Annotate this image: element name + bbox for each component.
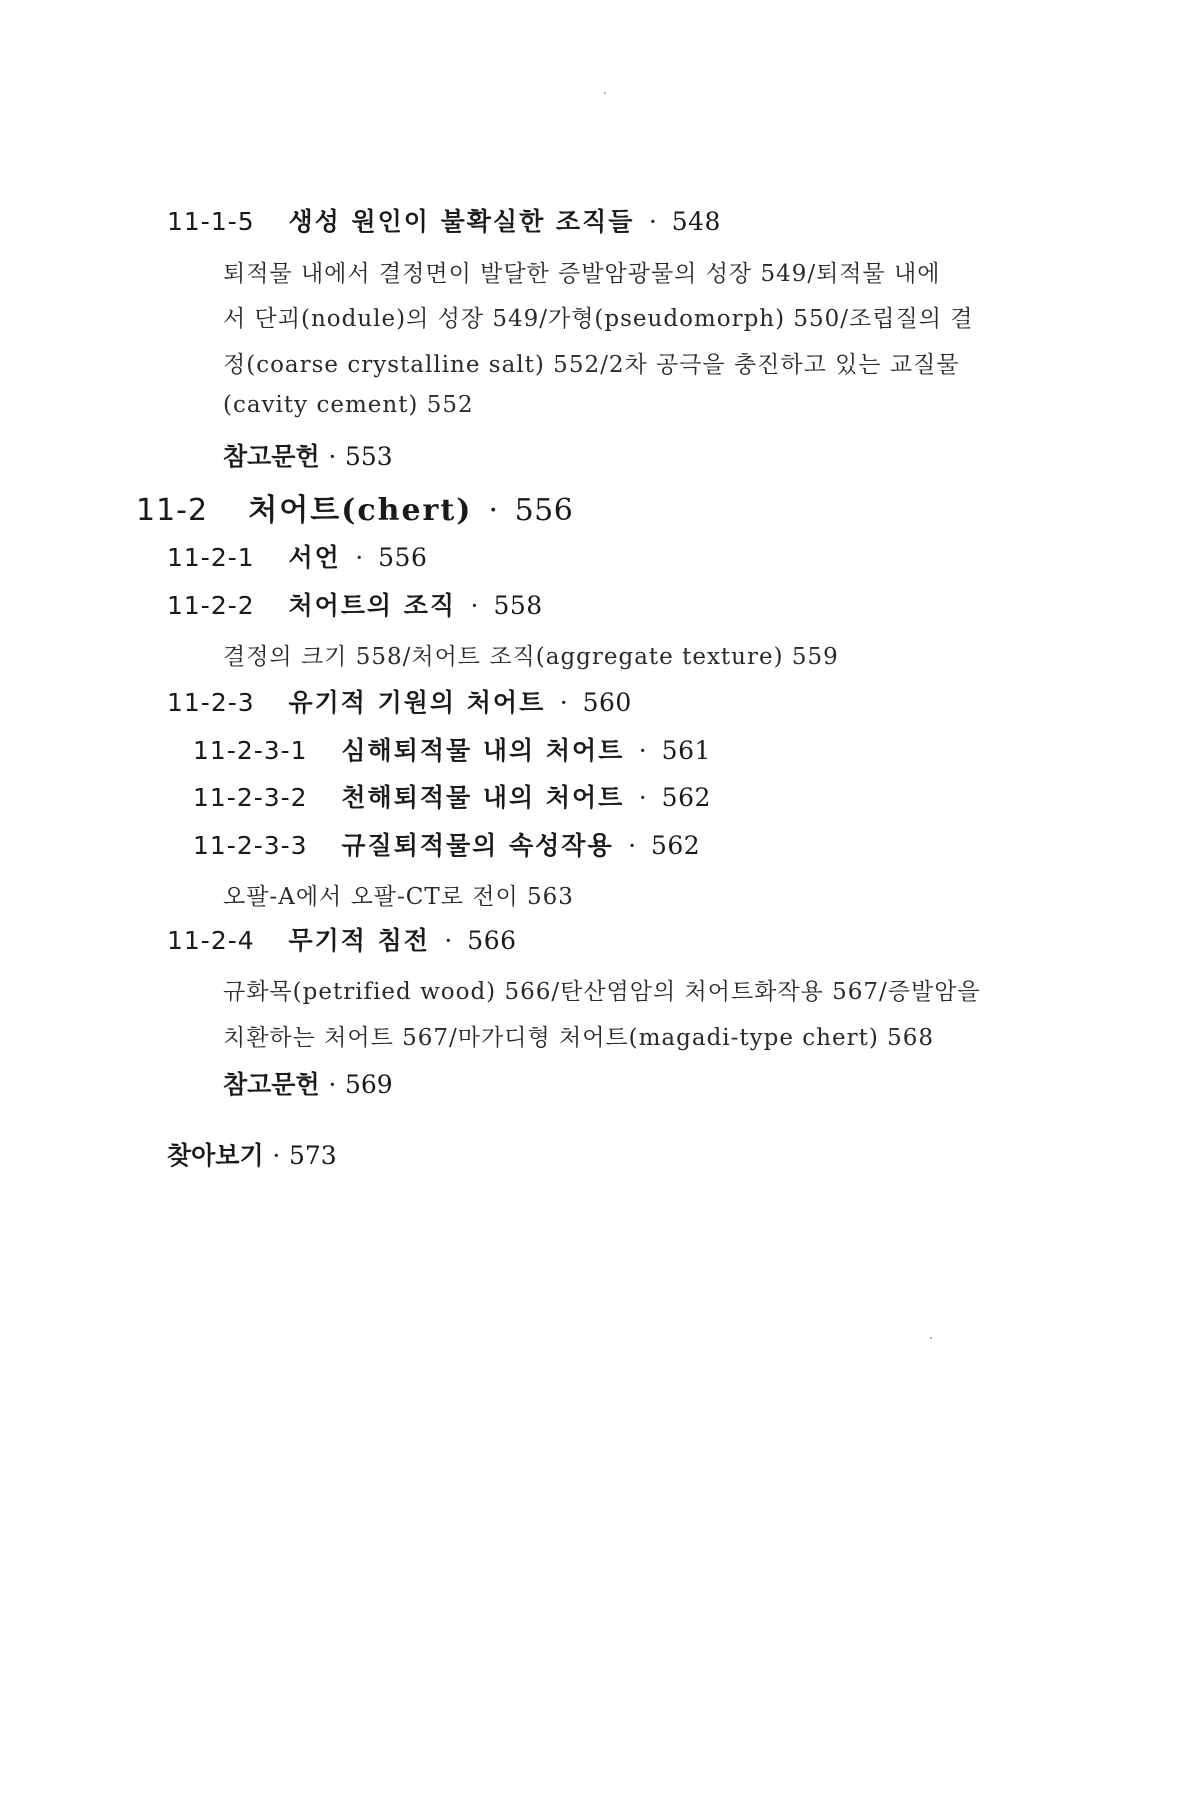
separator-dot: ·: [648, 207, 658, 236]
section-title: 심해퇴적물 내의 처어트: [341, 736, 625, 765]
page-number: 569: [345, 1070, 393, 1099]
detail-line: 오팔-A에서 오팔-CT로 전이 563: [223, 884, 574, 910]
separator-dot: ·: [444, 926, 453, 955]
section-title: 규질퇴적물의 속성작용: [341, 831, 614, 860]
detail-line: 결정의 크기 558/처어트 조직(aggregate texture) 559: [223, 644, 839, 670]
separator-dot: ·: [355, 543, 364, 572]
section-number: 11-2: [136, 493, 209, 528]
detail-line: 치환하는 처어트 567/마가디형 처어트(magadi-type chert) 568: [223, 1025, 935, 1051]
scan-speck: [604, 92, 606, 94]
detail-line: 규화목(petrified wood) 566/탄산염암의 처어트화작용 567/증발암을: [223, 979, 981, 1005]
page-number: 561: [661, 736, 711, 765]
page-number: 556: [514, 493, 574, 528]
page-number: 556: [378, 543, 428, 572]
section-title: 유기적 기원의 처어트: [288, 688, 546, 717]
page-number: 558: [493, 591, 543, 620]
separator-dot: ·: [628, 831, 637, 860]
index-title: 찾아보기: [167, 1141, 264, 1170]
toc-entry-11-2-2: [167, 586, 543, 622]
toc-entry-11-2-4: [167, 921, 517, 957]
section-number: 11-2-2: [167, 591, 255, 620]
detail-line: 퇴적물 내에서 결정면이 발달한 증발암광물의 성장 549/퇴적물 내에: [223, 261, 941, 287]
section-number: 11-2-3: [167, 688, 255, 717]
toc-entry-11-2-3-1: [193, 731, 711, 767]
separator-dot: ·: [328, 1070, 337, 1099]
references-entry: [223, 437, 393, 473]
section-title: 무기적 침전: [288, 926, 430, 955]
section-number: 11-2-4: [167, 926, 255, 955]
toc-entry-11-2-3-3: [193, 826, 700, 862]
separator-dot: ·: [470, 591, 479, 620]
section-title: 처어트(chert): [248, 493, 473, 528]
references-title: 참고문헌: [223, 1070, 320, 1099]
page-number: 553: [345, 442, 393, 471]
toc-entry-11-2: [136, 485, 573, 529]
page-number: 562: [650, 831, 701, 860]
page-number: 566: [467, 926, 517, 955]
separator-dot: ·: [638, 783, 648, 812]
detail-line: 정(coarse crystalline salt) 552/2차 공극을 충진하고 있는 교질물: [223, 352, 960, 378]
toc-entry-11-1-5: [167, 202, 721, 238]
page-number: 560: [582, 688, 632, 717]
section-number: 11-2-1: [167, 543, 255, 572]
toc-entry-11-2-3: [167, 683, 632, 719]
section-number: 11-1-5: [167, 207, 255, 236]
references-title: 참고문헌: [223, 442, 320, 471]
separator-dot: ·: [488, 493, 499, 528]
page-number: 562: [661, 783, 711, 812]
section-title: 서언: [288, 543, 341, 572]
toc-entry-11-2-3-2: [193, 778, 711, 814]
separator-dot: ·: [272, 1141, 281, 1170]
page-number: 573: [289, 1141, 337, 1170]
index-entry: [167, 1136, 337, 1172]
separator-dot: ·: [328, 442, 337, 471]
separator-dot: ·: [638, 736, 648, 765]
separator-dot: ·: [559, 688, 569, 717]
section-number: 11-2-3-2: [193, 783, 308, 812]
detail-line: (cavity cement) 552: [223, 392, 474, 418]
section-number: 11-2-3-1: [193, 736, 308, 765]
references-entry: [223, 1065, 393, 1101]
section-title: 천해퇴적물 내의 처어트: [341, 783, 625, 812]
page-number: 548: [671, 207, 721, 236]
toc-entry-11-2-1: [167, 538, 427, 574]
detail-line: 서 단괴(nodule)의 성장 549/가형(pseudomorph) 550/조립질의 결: [223, 306, 974, 332]
section-title: 처어트의 조직: [288, 591, 457, 620]
scan-speck: [930, 1337, 932, 1339]
section-number: 11-2-3-3: [193, 831, 308, 860]
section-title: 생성 원인이 불확실한 조직들: [288, 207, 635, 236]
